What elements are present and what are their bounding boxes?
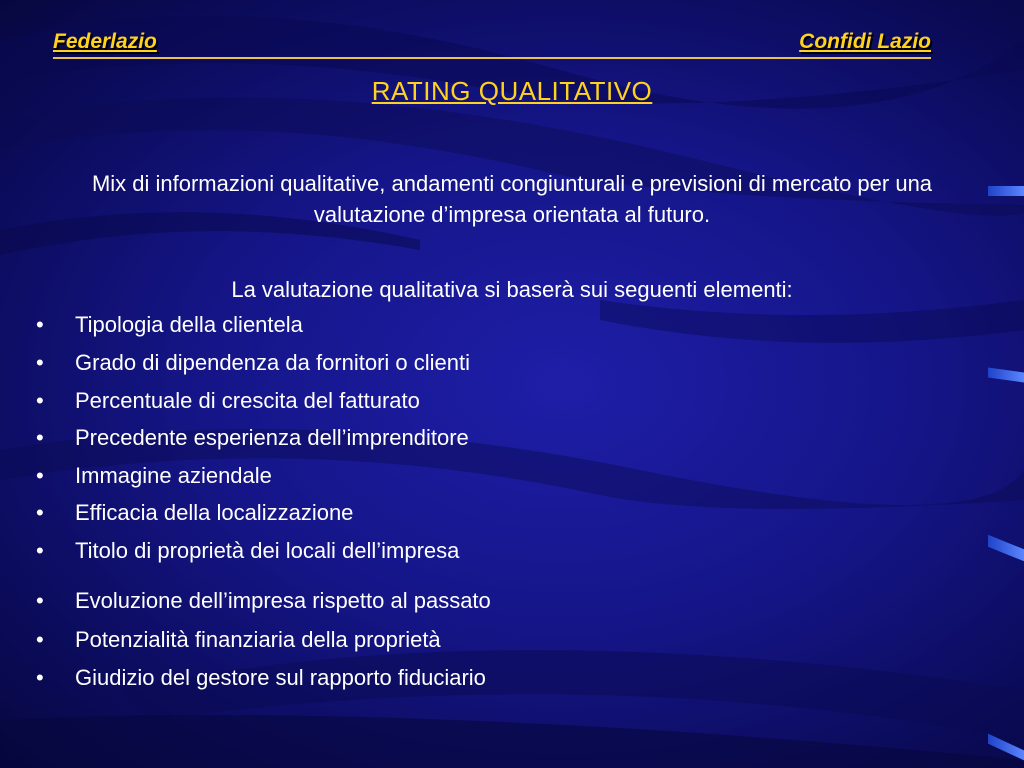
list-item-text: Evoluzione dell’impresa rispetto al passato bbox=[75, 588, 491, 613]
list-item-text: Potenzialità finanziaria della proprietà bbox=[75, 627, 441, 652]
bullet-icon: • bbox=[36, 665, 44, 690]
list-item-text: Tipologia della clientela bbox=[75, 312, 303, 337]
intro-paragraph: Mix di informazioni qualitative, andamenti congiunturali e previsioni di mercato per una valutazione d’impresa orientata al futuro. bbox=[91, 171, 933, 227]
list-item-text: Titolo di proprietà dei locali dell’impresa bbox=[75, 538, 460, 563]
bullet-icon: • bbox=[36, 312, 44, 337]
list-item bbox=[36, 664, 486, 692]
list-item bbox=[36, 626, 441, 654]
header-right-text: Confidi Lazio bbox=[799, 30, 931, 53]
header-left-text: Federlazio bbox=[53, 30, 157, 53]
bullet-icon: • bbox=[36, 350, 44, 375]
bullet-icon: • bbox=[36, 388, 44, 413]
bullet-icon: • bbox=[36, 500, 44, 525]
bullet-icon: • bbox=[36, 588, 44, 613]
slide-title: RATING QUALITATIVO bbox=[371, 76, 653, 106]
list-item-text: Giudizio del gestore sul rapporto fiduciario bbox=[75, 665, 486, 690]
list-item bbox=[36, 311, 303, 339]
list-item-text: Immagine aziendale bbox=[75, 463, 272, 488]
bullet-icon: • bbox=[36, 425, 44, 450]
bullet-icon: • bbox=[36, 463, 44, 488]
list-item-text: Precedente esperienza dell’imprenditore bbox=[75, 425, 469, 450]
bullet-icon: • bbox=[36, 627, 44, 652]
list-item-text: Grado di dipendenza da fornitori o clienti bbox=[75, 350, 471, 375]
list-item bbox=[36, 424, 469, 452]
list-item bbox=[36, 537, 459, 565]
list-item bbox=[36, 387, 420, 415]
list-item-text: Percentuale di crescita del fatturato bbox=[75, 388, 420, 413]
list-item bbox=[36, 349, 470, 377]
bullet-icon: • bbox=[36, 538, 44, 563]
list-item bbox=[36, 462, 272, 490]
list-intro: La valutazione qualitativa si baserà sui seguenti elementi: bbox=[231, 277, 793, 302]
list-item bbox=[36, 587, 491, 615]
list-item-text: Efficacia della localizzazione bbox=[75, 500, 354, 525]
list-item bbox=[36, 499, 353, 527]
